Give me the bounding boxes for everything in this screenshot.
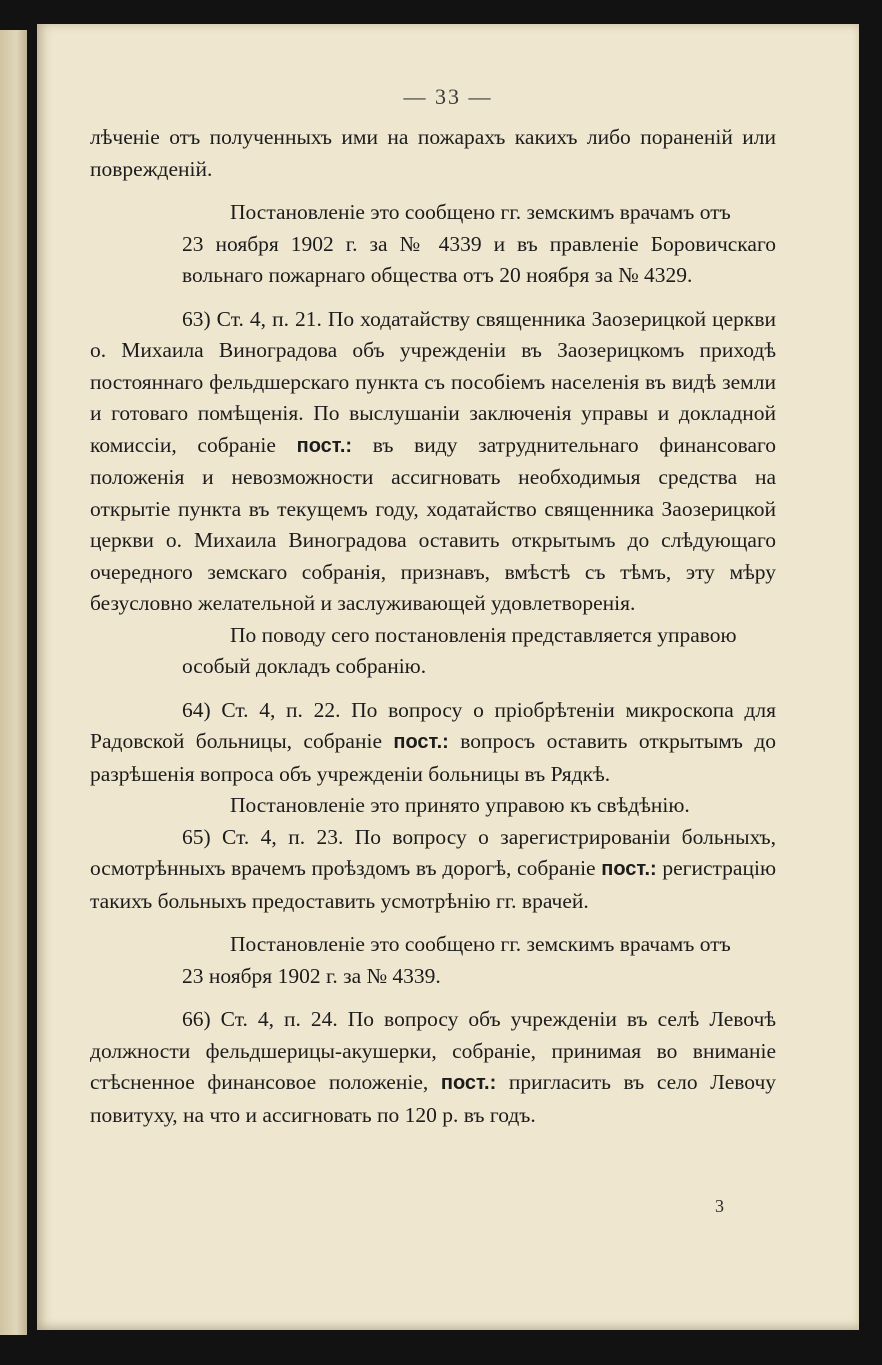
note-2-rest: особый докладъ собранію.	[182, 654, 427, 678]
item-64-resolution-mark: пост.:	[393, 731, 449, 753]
item-66-text-a: 66) Ст. 4, п. 24. По вопросу объ учрежденіи въ селѣ Левочѣ должности фельдшерицы-акушерки, собраніе, принимая во вниманіе стѣсненное финансовое положеніе,	[90, 1007, 776, 1094]
note-4-rest: 23 ноября 1902 г. за № 4339.	[182, 963, 441, 988]
resolution-note-4	[182, 929, 776, 992]
item-63-text-a: 63) Ст. 4, п. 21. По ходатайству священника Заозерицкой церкви о. Михаила Виноградова объ учрежденіи въ Заозерицкомъ приходѣ постояннаго фельдшерскаго пункта съ пособіемъ населенія въ видѣ земли и готоваго помѣщенія. По выслушаніи заключенія управы и докладной комиссіи, собраніе	[90, 306, 776, 457]
note-1-first-line: Постановленіе это сообщено гг. земскимъ врачамъ отъ	[230, 200, 731, 224]
item-65-text-b: регистрацію такихъ больныхъ предоставить усмотрѣнію гг. врачей.	[90, 856, 777, 913]
resolution-note-3	[182, 790, 776, 822]
resolution-note-2	[182, 620, 776, 683]
note-4-first-line: Постановленіе это сообщено гг. земскимъ врачамъ отъ	[230, 932, 731, 956]
item-66	[90, 1004, 776, 1131]
item-66-text-b: пригласить въ село Левочу повитуху, на что и ассигновать по 120 р. въ годъ.	[90, 1070, 777, 1127]
note-1-rest: 23 ноября 1902 г. за № 4339 и въ правленіе Боровичскаго вольнаго пожарнаго общества отъ 20 ноября за № 4329.	[182, 231, 776, 287]
body-text	[90, 122, 776, 1131]
item-65-text-a: 65) Ст. 4, п. 23. По вопросу о зарегистрированіи больныхъ, осмотрѣнныхъ врачемъ проѣздомъ въ дорогѣ, собраніе	[90, 824, 776, 880]
item-63-text-b: въ виду затруднительнаго финансоваго положенія и невозможности ассигновать необходимыя средства на открытіе пункта въ текущемъ году, ходатайство священника Заозерицкой церкви о. Михаила Виноградова оставить открытымъ до слѣдующаго очередного земскаго собранія, признавъ, вмѣстѣ съ тѣмъ, эту мѣру безусловно желательной и заслуживающей удовлетворенія.	[90, 432, 777, 615]
item-66-resolution-mark: пост.:	[440, 1072, 497, 1094]
document-page	[37, 24, 859, 1330]
item-63	[90, 304, 776, 620]
item-64	[90, 695, 776, 791]
note-2-first-line: По поводу сего постановленія представляется управою	[230, 622, 737, 647]
note-3-line: Постановленіе это принято управою къ свѣдѣнію.	[230, 793, 690, 817]
signature-mark: 3	[715, 1196, 724, 1216]
item-65-resolution-mark: пост.:	[601, 858, 657, 880]
resolution-note-1	[182, 197, 776, 292]
item-64-text-a: 64) Ст. 4, п. 22. По вопросу о пріобрѣтеніи микроскопа для Радовской больницы, собраніе	[90, 697, 776, 753]
page-number: — 33 —	[403, 84, 493, 109]
item-64-text-b: вопросъ оставить открытымъ до разрѣшенія вопроса объ учрежденіи больницы въ Рядкѣ.	[90, 729, 777, 786]
item-63-resolution-mark: пост.:	[296, 434, 353, 457]
left-page-edge	[0, 30, 27, 1335]
paragraph-continuation: лѣченіе отъ полученныхъ ими на пожарахъ какихъ либо пораненій или поврежденій.	[90, 125, 776, 181]
item-65	[90, 822, 776, 918]
